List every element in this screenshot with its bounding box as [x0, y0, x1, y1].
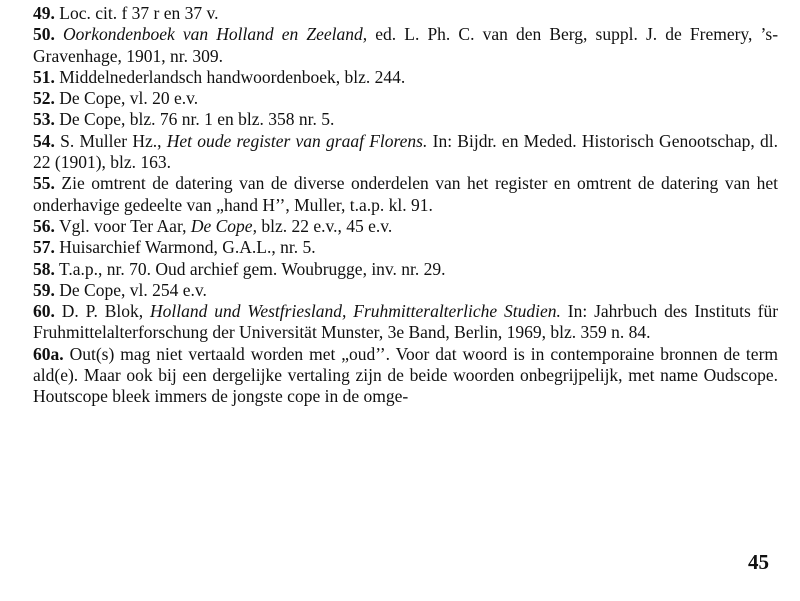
footnote-60 — [33, 301, 778, 344]
footnote-60a — [33, 344, 778, 408]
footnote-58 — [33, 259, 778, 280]
footnote-number: 53. — [33, 109, 55, 130]
footnote-number: 51. — [33, 66, 55, 87]
footnote-text: ed. L. Ph. C. van den Berg, suppl. J. de Fremery, ’s-Gravenhage, 1901, nr. 309. — [33, 24, 779, 66]
footnote-text-continued: blz. 22 e.v., 45 e.v. — [261, 215, 393, 236]
footnote-57 — [33, 237, 778, 258]
footnote-number: 55. — [33, 173, 55, 194]
footnote-list — [33, 3, 778, 408]
footnote-number: 60. — [33, 301, 55, 322]
footnote-text: De Cope, vl. 20 e.v. — [59, 88, 199, 109]
footnote-text: Zie omtrent de datering van de diverse onderdelen van het register en omtrent de datering van het onderhavige gedeelte van „hand H’’, Muller, t.a.p. kl. 91. — [33, 173, 778, 215]
footnote-number: 60a. — [33, 343, 64, 364]
footnote-text: De Cope, vl. 254 e.v. — [59, 279, 207, 300]
footnote-55 — [33, 173, 778, 216]
footnote-number: 49. — [33, 3, 55, 23]
footnote-number: 58. — [33, 258, 55, 279]
footnote-text-continued: In: Bijdr. en Meded. Historisch Genootschap, dl. 22 (1901), blz. 163. — [33, 130, 779, 173]
footnote-59 — [33, 280, 778, 301]
footnote-49 — [33, 3, 778, 24]
footnote-title: Oorkondenboek van Holland en Zeeland, — [63, 24, 368, 45]
footnote-number: 50. — [33, 24, 55, 45]
footnote-title: Holland und Westfriesland, Fruhmitteralterliche Studien. — [150, 301, 561, 322]
footnote-number: 54. — [33, 130, 55, 151]
footnote-text: Vgl. voor Ter Aar, — [58, 215, 187, 236]
footnote-text-continued: In: Jahrbuch des Instituts für Fruhmittelalterforschung der Universität Munster, 3e Band, Berlin, 1969, blz. 359 n. 84. — [33, 301, 779, 343]
footnote-51 — [33, 67, 778, 88]
footnote-53 — [33, 109, 778, 130]
footnote-text: Huisarchief Warmond, G.A.L., nr. 5. — [59, 237, 316, 258]
footnote-text: Loc. cit. f 37 r en 37 v. — [59, 3, 219, 23]
footnote-text: De Cope, blz. 76 nr. 1 en blz. 358 nr. 5. — [59, 109, 335, 130]
footnote-52 — [33, 88, 778, 109]
footnote-text: Middelnederlandsch handwoordenboek, blz. 244. — [59, 66, 406, 87]
footnote-text: Out(s) mag niet vertaald worden met „oud’’. Voor dat woord is in contemporaine bronnen de term ald(e). Maar ook bij een dergelijke vertaling zijn de beide woorden onbegrijpelijk, met name Oudscope. Houtscope bleek immers de jongste cope in de omge- — [33, 343, 779, 407]
footnote-number: 59. — [33, 279, 55, 300]
footnote-text: D. P. Blok, — [61, 301, 144, 322]
footnote-number: 52. — [33, 88, 55, 109]
footnote-title: De Cope, — [190, 215, 257, 236]
footnote-text: T.a.p., nr. 70. Oud archief gem. Woubrugge, inv. nr. 29. — [58, 258, 446, 279]
footnote-title: Het oude register van graaf Florens. — [166, 130, 428, 151]
footnote-54 — [33, 131, 778, 174]
footnote-56 — [33, 216, 778, 237]
footnote-50 — [33, 24, 778, 67]
page-number: 45 — [748, 550, 769, 574]
footnote-number: 57. — [33, 237, 55, 258]
footnote-number: 56. — [33, 215, 55, 236]
footnote-text: S. Muller Hz., — [60, 130, 162, 151]
